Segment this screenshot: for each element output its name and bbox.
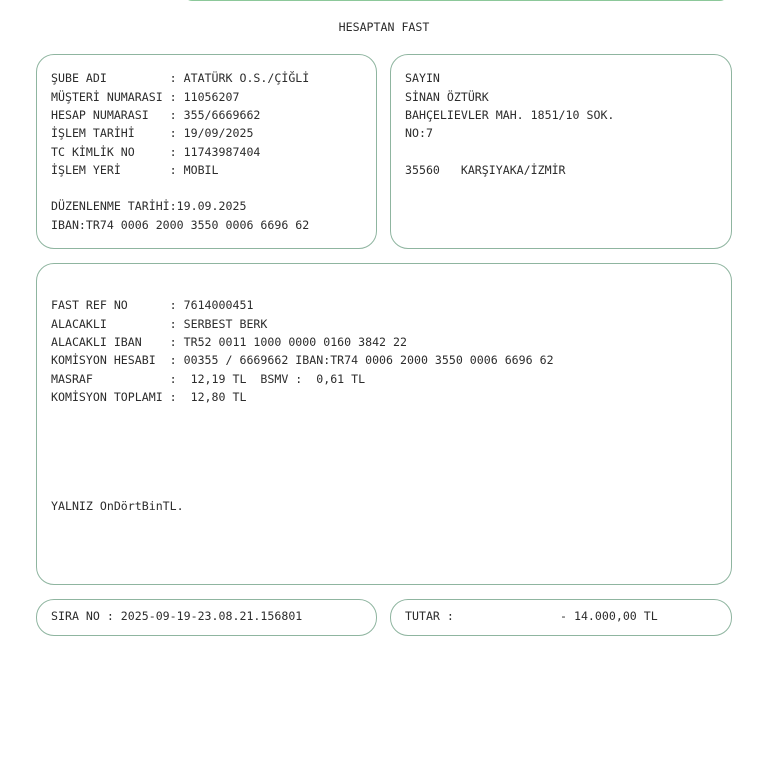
sequence-number: SIRA NO : 2025-09-19-23.08.21.156801 [51, 609, 303, 623]
national-id-row: TC KİMLİK NO : 11743987404 [51, 145, 261, 159]
recipient-address-box [390, 54, 732, 249]
customer-number-row: MÜŞTERİ NUMARASI : 11056207 [51, 90, 240, 104]
account-iban-row: IBAN:TR74 0006 2000 3550 0006 6696 62 [51, 218, 310, 232]
total-amount: - 14.000,00 TL [560, 609, 658, 623]
recipient-address-line2: NO:7 [405, 126, 433, 140]
commission-account-row: KOMİSYON HESABI : 00355 / 6669662 IBAN:TR74 0006 2000 3550 0006 6696 62 [51, 353, 554, 367]
total-label: TUTAR : [405, 609, 454, 623]
top-border-decoration [184, 0, 728, 1]
creditor-row: ALACAKLI : SERBEST BERK [51, 317, 268, 331]
branch-row: ŞUBE ADI : ATATÜRK O.S./ÇİĞLİ [51, 71, 310, 85]
transaction-place-row: İŞLEM YERİ : MOBIL [51, 163, 219, 177]
amount-in-words: YALNIZ OnDörtBinTL. [51, 499, 184, 513]
creditor-iban-row: ALACAKLI IBAN : TR52 0011 1000 0000 0160 3842 22 [51, 335, 407, 349]
recipient-address-line1: BAHÇELIEVLER MAH. 1851/10 SOK. [405, 108, 615, 122]
fee-row: MASRAF : 12,19 TL BSMV : 0,61 TL [51, 372, 366, 386]
edit-date-row: DÜZENLENME TARİHİ:19.09.2025 [51, 199, 247, 213]
recipient-name: SİNAN ÖZTÜRK [405, 90, 489, 104]
fast-ref-row: FAST REF NO : 7614000451 [51, 298, 254, 312]
transaction-date-row: İŞLEM TARİHİ : 19/09/2025 [51, 126, 254, 140]
recipient-city: 35560 KARŞIYAKA/İZMİR [405, 163, 566, 177]
document-title: HESAPTAN FAST [338, 20, 430, 34]
salutation: SAYIN [405, 71, 440, 85]
account-number-row: HESAP NUMARASI : 355/6669662 [51, 108, 261, 122]
commission-total-row: KOMİSYON TOPLAMI : 12,80 TL [51, 390, 247, 404]
